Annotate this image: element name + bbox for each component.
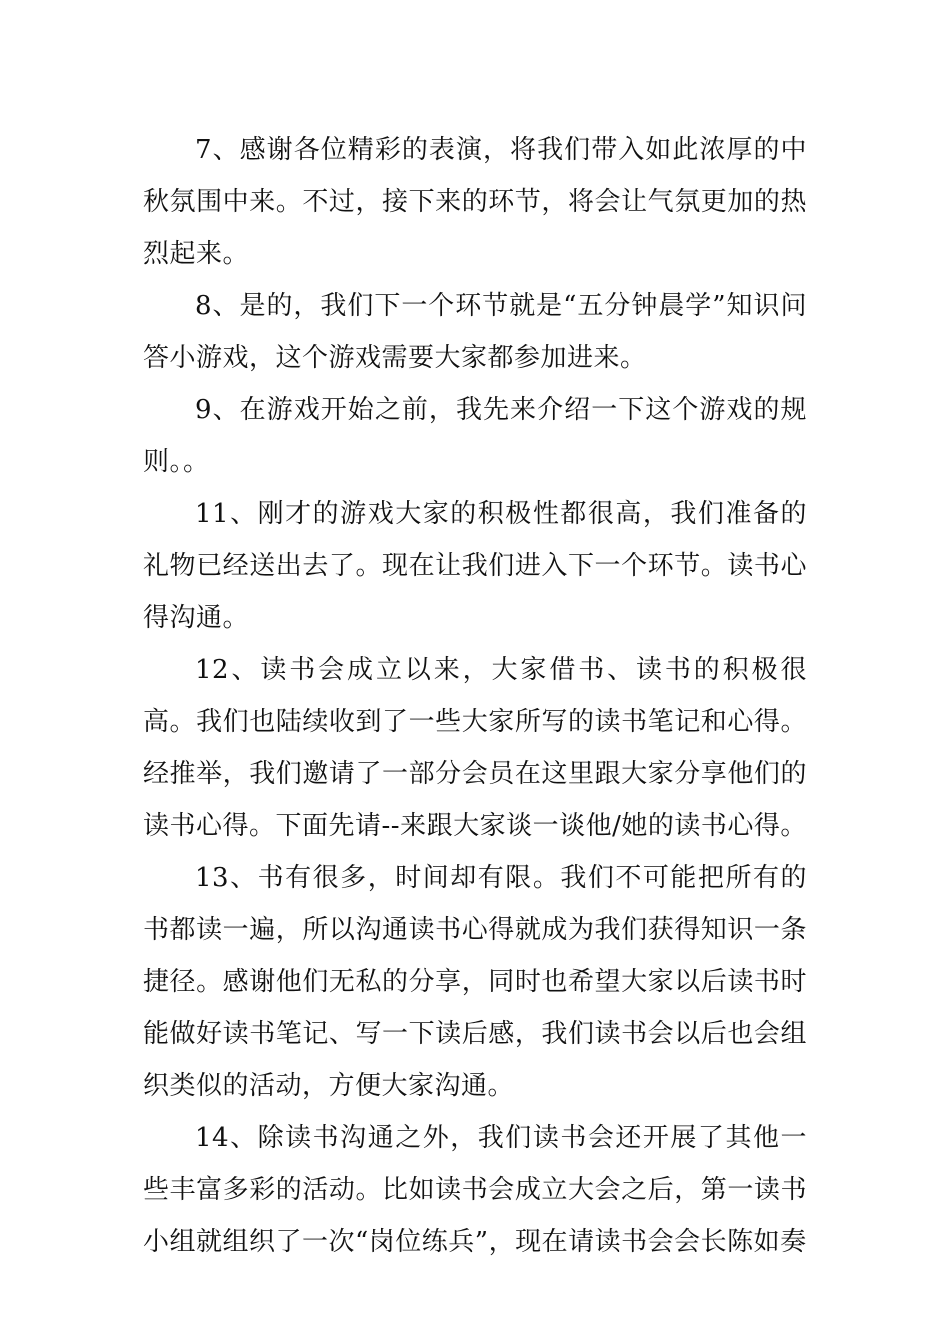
paragraph-13: 13、书有很多，时间却有限。我们不可能把所有的书都读一遍，所以沟通读书心得就成为我们获得知识一条捷径。感谢他们无私的分享，同时也希望大家以后读书时能做好读书笔记、写一下读后感，我们读书会以后也会组织类似的活动，方便大家沟通。 [143, 863, 807, 1101]
paragraph-9: 9、在游戏开始之前，我先来介绍一下这个游戏的规则。。 [143, 395, 807, 477]
paragraph-8: 8、是的，我们下一个环节就是“五分钟晨学”知识问答小游戏，这个游戏需要大家都参加进来。 [143, 291, 807, 373]
document-page [143, 124, 807, 1268]
paragraph-11: 11、刚才的游戏大家的积极性都很高，我们准备的礼物已经送出去了。现在让我们进入下一个环节。读书心得沟通。 [143, 499, 807, 633]
paragraph-14: 14、除读书沟通之外，我们读书会还开展了其他一些丰富多彩的活动。比如读书会成立大会之后，第一读书小组就组织了一次“岗位练兵”，现在请读书会会长陈如奏 [143, 1123, 807, 1257]
paragraph-12: 12、读书会成立以来，大家借书、读书的积极很高。我们也陆续收到了一些大家所写的读书笔记和心得。经推举，我们邀请了一部分会员在这里跟大家分享他们的读书心得。下面先请--来跟大家谈一谈他/她的读书心得。 [143, 655, 807, 841]
paragraph-7: 7、感谢各位精彩的表演，将我们带入如此浓厚的中秋氛围中来。不过，接下来的环节，将会让气氛更加的热烈起来。 [143, 135, 807, 269]
